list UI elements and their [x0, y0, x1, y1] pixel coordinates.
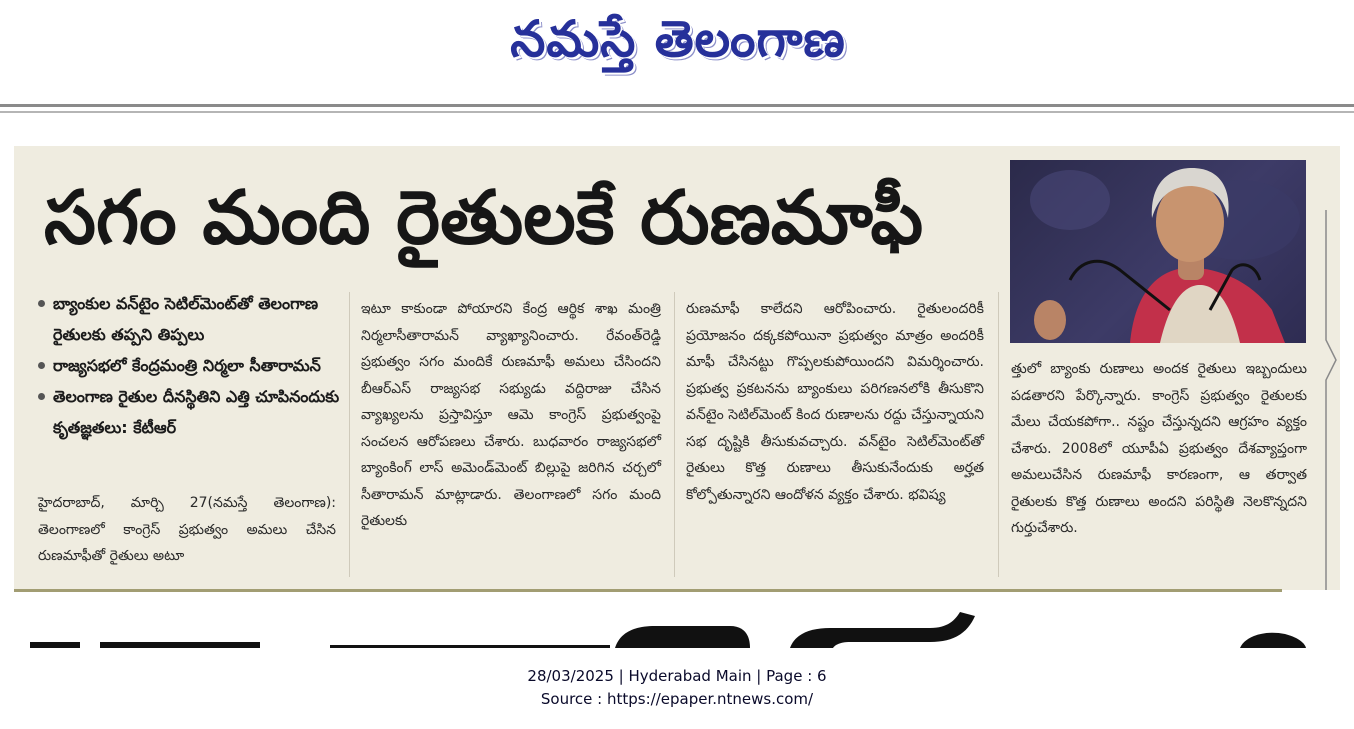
column-divider — [349, 292, 350, 577]
bullet-icon — [38, 362, 45, 369]
article-column-4: త్తులో బ్యాంకు రుణాలు అందక రైతులు ఇబ్బందులు పడతారని పేర్కొన్నారు. కాంగ్రెస్ ప్రభుత్వం రైతులకు మేలు చేయకపోగా.. నష్టం చేస్తున్నదని ఆగ్రహం వ్యక్తం చేశారు. 2008లో యూపీఏ ప్రభుత్వం దేశవ్యాప్తంగా అమలుచేసిన రుణమాఫీ కారణంగా, ఆ తర్వాత రైతులకు కొత్త రుణాలు అందని పరిస్థితి నెలకొన్నదని గుర్తుచేశారు. — [1011, 361, 1307, 536]
highlight-item — [38, 381, 344, 443]
article-column-1: హైదరాబాద్, మార్చి 27(నమస్తే తెలంగాణ): తెలంగాణలో కాంగ్రెస్ ప్రభుత్వం అమలు చేసిన రుణమాఫీతో రైతులు అటూ — [38, 495, 336, 564]
masthead-rule-thin — [0, 111, 1354, 113]
source-link[interactable]: Source : https://epaper.ntnews.com/ — [540, 690, 814, 708]
highlight-text: తెలంగాణ రైతుల దీనస్థితిని ఎత్తి చూపినందుకు కృతజ్ఞతలు: కేటీఆర్ — [53, 387, 340, 437]
article-bottom-rule — [14, 589, 1282, 592]
article-column-2: ఇటూ కాకుండా పోయారని కేంద్ర ఆర్థిక శాఖ మంత్రి నిర్మలాసీతారామన్ వ్యాఖ్యానించారు. రేవంత్‌రెడ్డి ప్రభుత్వం సగం మందికే రుణమాఫీ అమలు చేసిందని బీఆర్‌ఎస్ రాజ్యసభ సభ్యుడు వద్దిరాజు చేసిన వ్యాఖ్యలను ప్రస్తావిస్తూ ఆమె కాంగ్రెస్ ప్రభుత్వంపై సంచలన ఆరోపణలు చేశారు. బుధవారం రాజ్యసభలో బ్యాంకింగ్ లాస్ అమెండ్‌మెంట్ బిల్లుపై జరిగిన చర్చలో సీతారామన్ మాట్లాడారు. తెలంగాణలో సగం మంది రైతులకు — [361, 301, 661, 529]
adjacent-article-edge — [1322, 210, 1348, 590]
footer — [0, 665, 1354, 711]
bullet-icon — [38, 300, 45, 307]
next-headline-cropped — [30, 612, 1320, 648]
highlight-item — [38, 288, 344, 350]
masthead — [0, 0, 1354, 104]
highlight-list — [38, 288, 344, 443]
article-column-3: రుణమాఫీ కాలేదని ఆరోపించారు. రైతులందరికీ ప్రయోజనం దక్కకపోయినా ప్రభుత్వం మాత్రం అందరికీ మాఫీ చేసినట్టు గొప్పలకుపోయిందని విమర్శించారు. ప్రభుత్వ ప్రకటనను బ్యాంకులు పరిగణనలోకి తీసుకొని వన్‌టైం సెటిల్‌మెంట్ కింద రుణాలను రద్దు చేస్తున్నాయని సభ దృష్టికి తీసుకువచ్చారు. వన్‌టైం సెటిల్‌మెంట్‌తో రైతులు కొత్త రుణాలు తీసుకునేందుకు అర్హత కోల్పోతున్నారని ఆందోళన వ్యక్తం చేశారు. భవిష్య — [686, 301, 984, 503]
newspaper-logo: నమస్తే తెలంగాణ — [510, 10, 846, 68]
news-photo — [1010, 160, 1306, 343]
speaker-photo-illustration — [1010, 160, 1306, 343]
masthead-rule — [0, 104, 1354, 107]
highlight-item — [38, 350, 344, 381]
bullet-icon — [38, 393, 45, 400]
highlight-text: రాజ్యసభలో కేంద్రమంత్రి నిర్మలా సీతారామన్ — [53, 356, 321, 375]
article-headline: సగం మంది రైతులకే రుణమాఫీ — [44, 175, 924, 261]
column-divider — [674, 292, 675, 577]
column-divider — [998, 292, 999, 577]
edition-info: 28/03/2025 | Hyderabad Main | Page : 6 — [527, 667, 827, 685]
highlight-text: బ్యాంకుల వన్‌టైం సెటిల్‌మెంట్‌తో తెలంగాణ రైతులకు తప్పని తిప్పలు — [53, 294, 319, 344]
